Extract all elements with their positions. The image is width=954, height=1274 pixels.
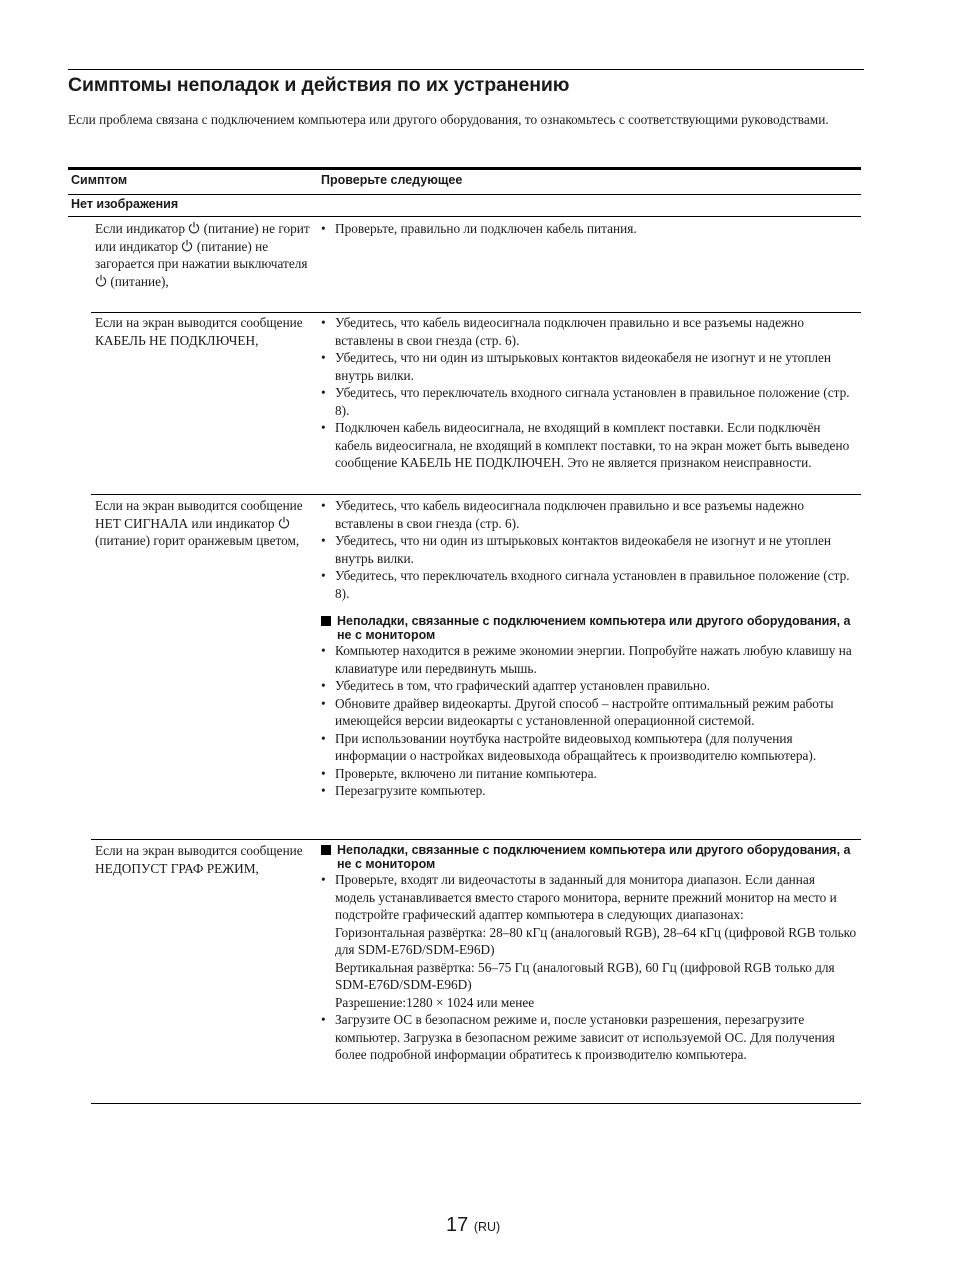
table-row-check bbox=[320, 314, 858, 472]
list-item: • Проверьте, правильно ли подключен кабель питания. bbox=[320, 220, 858, 238]
group-no-image: Нет изображения bbox=[71, 197, 179, 211]
list-item: • Убедитесь, что кабель видеосигнала подключен правильно и все разъемы надежно вставлены в свои гнезда (стр. 6). bbox=[320, 314, 858, 349]
list-item: • Проверьте, включено ли питание компьютера. bbox=[320, 765, 858, 783]
row-rule bbox=[91, 312, 861, 313]
table-row-check bbox=[320, 220, 858, 238]
black-square-icon bbox=[321, 616, 331, 626]
list-item: • Убедитесь, что ни один из штырьковых контактов видеокабеля не изогнут и не утоплен внутрь вилки. bbox=[320, 349, 858, 384]
top-rule bbox=[68, 69, 864, 70]
intro-text: Если проблема связана с подключением компьютера или другого оборудования, то ознакомьтесь с соответствующими руководствами. bbox=[68, 112, 829, 127]
range-line: Вертикальная развёртка: 56–75 Гц (аналоговый RGB), 60 Гц (цифровой RGB только для SDM-E76D/SDM-E96D) bbox=[335, 959, 835, 992]
list-item: • При использовании ноутбука настройте видеовыход компьютера (для получения информации о настройках видеовыхода обращайтесь к производителю компьютера). bbox=[320, 730, 858, 765]
list-item: • Подключен кабель видеосигнала, не входящий в комплект поставки. Если подключён кабель видеосигнала, не входящий в комплект поставки, то на экран может быть выведено сообщение КАБЕЛЬ НЕ ПОДКЛЮЧЕН. Это не является признаком неисправности. bbox=[320, 419, 858, 472]
range-line: Разрешение:1280 × 1024 или менее bbox=[335, 994, 535, 1010]
page-title: Симптомы неполадок и действия по их устранению bbox=[68, 74, 570, 96]
list-item: • Убедитесь, что кабель видеосигнала подключен правильно и все разъемы надежно вставлены в свои гнезда (стр. 6). bbox=[320, 497, 858, 532]
list-item: • Компьютер находится в режиме экономии энергии. Попробуйте нажать любую клавишу на клавиатуре или передвинуть мышь. bbox=[320, 642, 858, 677]
header-symptom: Симптом bbox=[71, 173, 128, 187]
table-row-note bbox=[320, 843, 858, 1064]
list-item: • Перезагрузите компьютер. bbox=[320, 782, 858, 800]
page-number: 17 (RU) bbox=[446, 1214, 501, 1236]
table-bottom-rule bbox=[91, 1103, 861, 1104]
table-row-symptom: Если на экран выводится сообщение НЕДОПУСТ ГРАФ РЕЖИМ, bbox=[95, 843, 303, 876]
table-row-note bbox=[320, 614, 858, 800]
power-icon bbox=[188, 221, 200, 234]
power-icon bbox=[278, 516, 290, 529]
black-square-icon bbox=[321, 845, 331, 855]
range-line: Горизонтальная развёртка: 28–80 кГц (аналоговый RGB), 28–64 кГц (цифровой RGB только для SDM-E76D/SDM-E96D) bbox=[335, 924, 857, 957]
table-row-symptom: Если индикатор (питание) не горит или индикатор (питание) не загорается при нажатии выключателя (питание), bbox=[95, 221, 310, 289]
list-item: • Убедитесь, что переключатель входного сигнала установлен в правильное положение (стр. 8). bbox=[320, 384, 858, 419]
list-item: • Убедитесь в том, что графический адаптер установлен правильно. bbox=[320, 677, 858, 695]
power-icon bbox=[95, 274, 107, 287]
table-row-check bbox=[320, 497, 858, 602]
list-item: • Загрузите ОС в безопасном режиме и, после установки разрешения, перезагрузите компьютер. Загрузка в безопасном режиме зависит от используемой ОС. Для получения более подробной информации обратитесь к производителю компьютера. bbox=[320, 1011, 858, 1064]
table-row-symptom: Если на экран выводится сообщение НЕТ СИГНАЛА или индикатор (питание) горит оранжевым цветом, bbox=[95, 498, 303, 548]
list-item: • Обновите драйвер видеокарты. Другой способ – настройте оптимальный режим работы имеющейся версии видеокарты с установленной операционной системой. bbox=[320, 695, 858, 730]
table-row-symptom: Если на экран выводится сообщение КАБЕЛЬ НЕ ПОДКЛЮЧЕН, bbox=[95, 315, 303, 348]
group-rule bbox=[68, 216, 861, 217]
header-check: Проверьте следующее bbox=[321, 173, 463, 187]
note-heading: Неполадки, связанные с подключением компьютера или другого оборудования, а не с монитором bbox=[320, 614, 858, 642]
note-heading: Неполадки, связанные с подключением компьютера или другого оборудования, а не с монитором bbox=[320, 843, 858, 871]
list-item: • Убедитесь, что переключатель входного сигнала установлен в правильное положение (стр. 8). bbox=[320, 567, 858, 602]
row-rule bbox=[91, 494, 861, 495]
power-icon bbox=[181, 239, 193, 252]
row-rule bbox=[91, 839, 861, 840]
header-rule bbox=[68, 194, 861, 195]
list-item: • Проверьте, входят ли видеочастоты в заданный для монитора диапазон. Если данная модель устанавливается вместо старого монитора, верните прежний монитор на место и подстройте графический адаптер компьютера в следующих диапазонах: Горизонтальная развёртка: 28–80 кГц (аналоговый RGB), 28–64 кГц (цифровой RGB только для SDM-E76D/SDM-E96D) Вертикальная развёртка: 56–75 Гц (аналоговый RGB), 60 Гц (цифровой RGB только для SDM-E76D/SDM-E96D) Разрешение:1280 × 1024 или менее bbox=[320, 871, 858, 1011]
list-item: • Убедитесь, что ни один из штырьковых контактов видеокабеля не изогнут и не утоплен внутрь вилки. bbox=[320, 532, 858, 567]
table-top-rule bbox=[68, 167, 861, 170]
